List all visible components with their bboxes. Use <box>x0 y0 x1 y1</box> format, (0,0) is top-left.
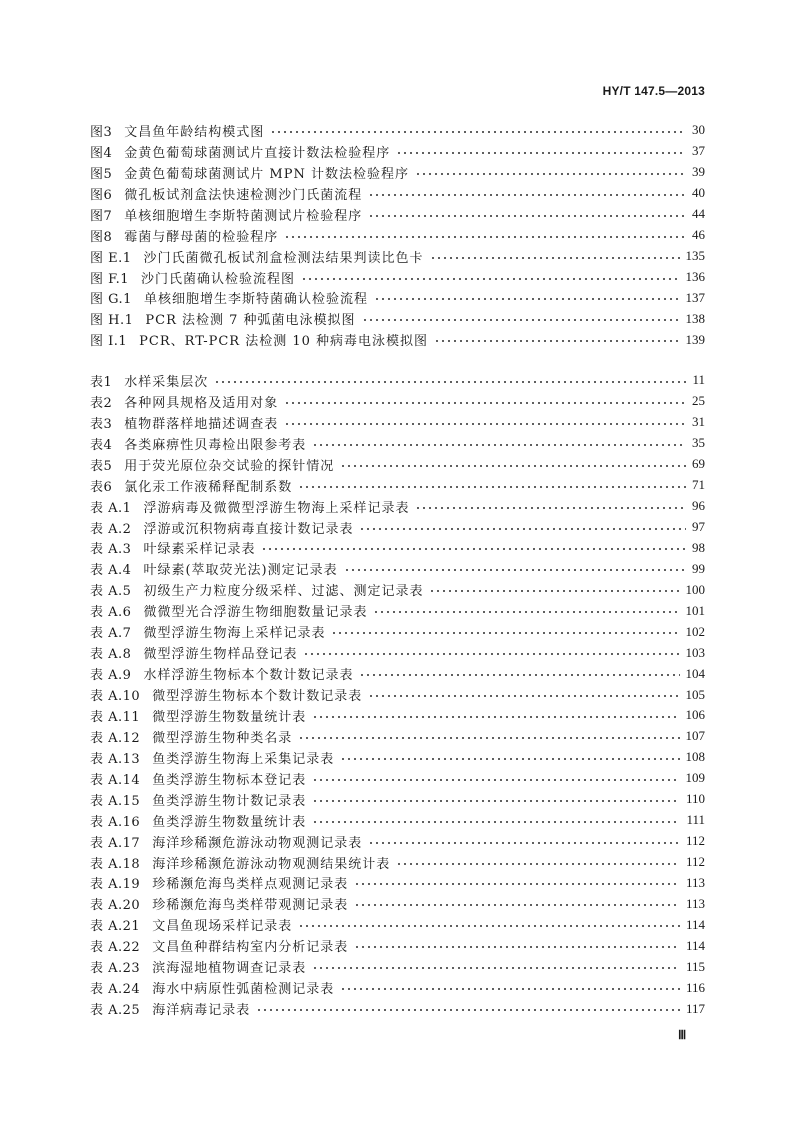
table-entry <box>90 810 705 831</box>
entry-page-number: 105 <box>685 686 705 702</box>
entry-label: 图5 <box>90 166 113 182</box>
table-entry <box>90 789 705 810</box>
entry-title: 沙门氏菌微孔板试剂盒检测法结果判读比色卡 <box>143 250 424 266</box>
figure-entry <box>90 141 705 162</box>
leader-dots <box>312 705 679 726</box>
entry-label: 表 A.22 <box>90 940 141 956</box>
entry-title: 浮游病毒及微微型浮游生物海上采样记录表 <box>143 500 410 516</box>
entry-page-number: 31 <box>692 414 705 430</box>
entry-page-number: 96 <box>692 498 705 514</box>
leader-dots <box>415 496 686 517</box>
entry-page-number: 136 <box>685 269 705 285</box>
table-entry <box>90 852 705 873</box>
table-entry <box>90 726 705 747</box>
table-entry <box>90 412 705 433</box>
leader-dots <box>396 852 680 873</box>
entry-label: 表 A.2 <box>90 521 132 537</box>
entry-title: 文昌鱼年龄结构模式图 <box>124 124 265 140</box>
entry-title: 微型浮游生物标本个数计数记录表 <box>152 689 363 705</box>
table-entry <box>90 914 705 935</box>
leader-dots <box>312 789 680 810</box>
entry-title: 浮游或沉积物病毒直接计数记录表 <box>143 521 354 537</box>
entry-page-number: 112 <box>685 833 705 849</box>
entry-label: 图6 <box>90 187 113 203</box>
entry-page-number: 113 <box>685 895 705 911</box>
table-entry <box>90 621 705 642</box>
leader-dots <box>340 747 679 768</box>
table-entry <box>90 977 705 998</box>
entry-label: 图3 <box>90 124 113 140</box>
table-entry <box>90 873 705 894</box>
entry-page-number: 46 <box>692 227 705 243</box>
table-entry <box>90 747 705 768</box>
entry-title: 水样浮游生物标本个数计数记录表 <box>143 668 354 684</box>
figure-entry <box>90 288 705 309</box>
figure-entry <box>90 183 705 204</box>
table-entry <box>90 475 705 496</box>
entry-label: 表 A.17 <box>90 835 141 851</box>
entry-page-number: 99 <box>692 560 705 576</box>
leader-dots <box>301 267 679 288</box>
table-entry <box>90 538 705 559</box>
entry-page-number: 11 <box>692 372 705 388</box>
entry-page-number: 35 <box>692 435 705 451</box>
table-entry <box>90 831 705 852</box>
entry-page-number: 113 <box>685 874 705 890</box>
entry-label: 表 A.13 <box>90 751 141 767</box>
entry-label: 图 E.1 <box>90 250 132 266</box>
entry-label: 表 A.8 <box>90 647 132 663</box>
entry-title: 单核细胞增生李斯特菌测试片检验程序 <box>124 208 363 224</box>
entry-title: 微型浮游生物种类名录 <box>152 730 293 746</box>
leader-dots <box>312 768 679 789</box>
entry-label: 表 A.14 <box>90 772 141 788</box>
figure-entry <box>90 162 705 183</box>
entry-title: 微微型光合浮游生物细胞数量记录表 <box>143 605 368 621</box>
page-number: Ⅲ <box>678 1028 687 1042</box>
leader-dots <box>373 600 679 621</box>
leader-dots <box>368 684 679 705</box>
entry-page-number: 106 <box>685 707 705 723</box>
entry-title: 海洋病毒记录表 <box>152 1003 251 1019</box>
entry-title: 文昌鱼种群结构室内分析记录表 <box>152 940 349 956</box>
entry-label: 图4 <box>90 145 113 161</box>
leader-dots <box>354 893 680 914</box>
leader-dots <box>430 246 680 267</box>
entry-page-number: 102 <box>685 623 705 639</box>
entry-title: 叶绿素采样记录表 <box>143 542 256 558</box>
entry-label: 表 A.3 <box>90 542 132 558</box>
table-entry <box>90 433 705 454</box>
table-entry <box>90 642 705 663</box>
leader-dots <box>284 412 686 433</box>
leader-dots <box>331 621 679 642</box>
entry-title: 植物群落样地描述调查表 <box>124 416 279 432</box>
entry-label: 表 A.1 <box>90 500 132 516</box>
figure-entry <box>90 246 705 267</box>
figure-entry <box>90 267 705 288</box>
entry-label: 表 A.19 <box>90 877 141 893</box>
entry-title: 初级生产力粒度分级采样、过滤、测定记录表 <box>143 584 424 600</box>
leader-dots <box>368 204 686 225</box>
entry-label: 表 A.6 <box>90 605 132 621</box>
entry-label: 表 A.10 <box>90 689 141 705</box>
table-entry <box>90 517 705 538</box>
entry-page-number: 139 <box>685 331 705 347</box>
figure-entry <box>90 120 705 141</box>
entry-title: 单核细胞增生李斯特菌确认检验流程 <box>143 292 368 308</box>
entry-label: 表 A.5 <box>90 584 132 600</box>
entry-title: 霉菌与酵母菌的检验程序 <box>124 229 279 245</box>
table-entry <box>90 600 705 621</box>
figure-entry <box>90 225 705 246</box>
table-entry <box>90 893 705 914</box>
table-entry <box>90 998 705 1019</box>
entry-page-number: 100 <box>685 581 705 597</box>
entry-label: 表 A.23 <box>90 961 141 977</box>
leader-dots <box>396 141 686 162</box>
entry-page-number: 138 <box>685 310 705 326</box>
entry-page-number: 110 <box>685 791 705 807</box>
entry-title: 鱼类浮游生物标本登记表 <box>152 772 307 788</box>
entry-page-number: 109 <box>685 770 705 786</box>
table-entry <box>90 663 705 684</box>
figure-entry <box>90 329 705 350</box>
entry-label: 表 A.20 <box>90 898 141 914</box>
entry-page-number: 116 <box>685 979 705 995</box>
entry-label: 表 A.7 <box>90 626 132 642</box>
entry-label: 表 A.25 <box>90 1003 141 1019</box>
entry-title: 微型浮游生物数量统计表 <box>152 709 307 725</box>
entry-title: 水样采集层次 <box>124 374 209 390</box>
entry-title: 叶绿素(萃取荧光法)测定记录表 <box>143 563 338 579</box>
entry-label: 表 A.12 <box>90 730 141 746</box>
leader-dots <box>284 225 686 246</box>
entry-title: 各种网具规格及适用对象 <box>124 395 279 411</box>
entry-label: 表5 <box>90 458 113 474</box>
entry-page-number: 25 <box>692 393 705 409</box>
entry-label: 表3 <box>90 416 113 432</box>
entry-title: 用于荧光原位杂交试验的探针情况 <box>124 458 335 474</box>
figure-entry <box>90 308 705 329</box>
table-list <box>90 370 705 1019</box>
entry-label: 表 A.21 <box>90 919 141 935</box>
entry-page-number: 71 <box>692 477 705 493</box>
entry-label: 表4 <box>90 437 113 453</box>
entry-label: 图 F.1 <box>90 271 130 287</box>
entry-label: 表 A.11 <box>90 709 141 725</box>
entry-page-number: 39 <box>692 164 705 180</box>
entry-label: 图 G.1 <box>90 292 132 308</box>
entry-title: 沙门氏菌确认检验流程图 <box>141 271 296 287</box>
standard-code-header: HY/T 147.5—2013 <box>602 84 705 98</box>
table-entry <box>90 684 705 705</box>
figure-entry <box>90 204 705 225</box>
entry-label: 图 I.1 <box>90 334 128 350</box>
entry-page-number: 135 <box>685 248 705 264</box>
entry-page-number: 112 <box>685 854 705 870</box>
leader-dots <box>340 977 680 998</box>
entry-page-number: 104 <box>685 665 705 681</box>
entry-page-number: 111 <box>686 812 705 828</box>
entry-page-number: 114 <box>685 937 705 953</box>
entry-label: 表 A.4 <box>90 563 132 579</box>
leader-dots <box>312 433 686 454</box>
entry-page-number: 114 <box>685 916 705 932</box>
entry-page-number: 30 <box>692 122 705 138</box>
entry-label: 表2 <box>90 395 113 411</box>
entry-page-number: 107 <box>685 728 705 744</box>
entry-page-number: 98 <box>692 539 705 555</box>
table-entry <box>90 935 705 956</box>
leader-dots <box>312 810 680 831</box>
entry-title: 海水中病原性弧菌检测记录表 <box>152 982 335 998</box>
table-entry <box>90 768 705 789</box>
entry-title: 珍稀濒危海鸟类样带观测记录表 <box>152 898 349 914</box>
table-entry <box>90 496 705 517</box>
leader-dots <box>429 579 679 600</box>
table-entry <box>90 956 705 977</box>
entry-title: 金黄色葡萄球菌测试片 MPN 计数法检验程序 <box>124 166 409 182</box>
entry-title: 海洋珍稀濒危游泳动物观测结果统计表 <box>152 856 391 872</box>
entry-page-number: 101 <box>685 602 705 618</box>
entry-page-number: 108 <box>685 749 705 765</box>
leader-dots <box>415 162 686 183</box>
leader-dots <box>354 935 680 956</box>
leader-dots <box>303 642 679 663</box>
entry-title: 各类麻痹性贝毒检出限参考表 <box>124 437 307 453</box>
entry-title: 珍稀濒危海鸟类样点观测记录表 <box>152 877 349 893</box>
entry-page-number: 137 <box>685 289 705 305</box>
leader-dots <box>298 914 680 935</box>
entry-title: 氯化汞工作液稀释配制系数 <box>124 479 293 495</box>
leader-dots <box>270 120 686 141</box>
leader-dots <box>261 538 686 559</box>
table-entry <box>90 391 705 412</box>
entry-page-number: 103 <box>685 644 705 660</box>
entry-label: 图7 <box>90 208 113 224</box>
entry-title: PCR、RT-PCR 法检测 10 种病毒电泳模拟图 <box>139 334 429 350</box>
leader-dots <box>362 308 680 329</box>
leader-dots <box>298 475 686 496</box>
leader-dots <box>214 370 686 391</box>
leader-dots <box>298 726 679 747</box>
entry-page-number: 69 <box>692 456 705 472</box>
entry-label: 图 H.1 <box>90 313 134 329</box>
entry-title: 金黄色葡萄球菌测试片直接计数法检验程序 <box>124 145 391 161</box>
table-entry <box>90 454 705 475</box>
entry-title: 滨海湿地植物调查记录表 <box>152 961 307 977</box>
leader-dots <box>368 831 680 852</box>
table-entry <box>90 370 705 391</box>
leader-dots <box>312 956 680 977</box>
entry-label: 图8 <box>90 229 113 245</box>
entry-title: 海洋珍稀濒危游泳动物观测记录表 <box>152 835 363 851</box>
entry-page-number: 117 <box>685 1000 705 1016</box>
entry-label: 表6 <box>90 479 113 495</box>
leader-dots <box>284 391 686 412</box>
entry-title: 鱼类浮游生物海上采集记录表 <box>152 751 335 767</box>
entry-label: 表 A.9 <box>90 668 132 684</box>
entry-label: 表1 <box>90 374 113 390</box>
entry-title: 微型浮游生物样品登记表 <box>143 647 298 663</box>
entry-title: 鱼类浮游生物计数记录表 <box>152 793 307 809</box>
table-entry <box>90 579 705 600</box>
entry-page-number: 97 <box>692 519 705 535</box>
entry-title: 微孔板试剂盒法快速检测沙门氏菌流程 <box>124 187 363 203</box>
entry-page-number: 37 <box>692 143 705 159</box>
entry-title: PCR 法检测 7 种弧菌电泳模拟图 <box>145 313 356 329</box>
entry-title: 鱼类浮游生物数量统计表 <box>152 814 307 830</box>
entry-page-number: 44 <box>692 206 705 222</box>
entry-page-number: 115 <box>685 958 705 974</box>
leader-dots <box>359 663 679 684</box>
leader-dots <box>256 998 680 1019</box>
table-entry <box>90 558 705 579</box>
entry-title: 文昌鱼现场采样记录表 <box>152 919 293 935</box>
leader-dots <box>344 558 686 579</box>
leader-dots <box>374 288 680 309</box>
figure-list <box>90 120 705 350</box>
entry-label: 表 A.24 <box>90 982 141 998</box>
leader-dots <box>354 873 680 894</box>
leader-dots <box>368 183 686 204</box>
entry-page-number: 40 <box>692 185 705 201</box>
leader-dots <box>434 329 679 350</box>
entry-title: 微型浮游生物海上采样记录表 <box>143 626 326 642</box>
table-entry <box>90 705 705 726</box>
entry-label: 表 A.15 <box>90 793 141 809</box>
entry-label: 表 A.16 <box>90 814 141 830</box>
leader-dots <box>340 454 686 475</box>
entry-label: 表 A.18 <box>90 856 141 872</box>
leader-dots <box>359 517 686 538</box>
